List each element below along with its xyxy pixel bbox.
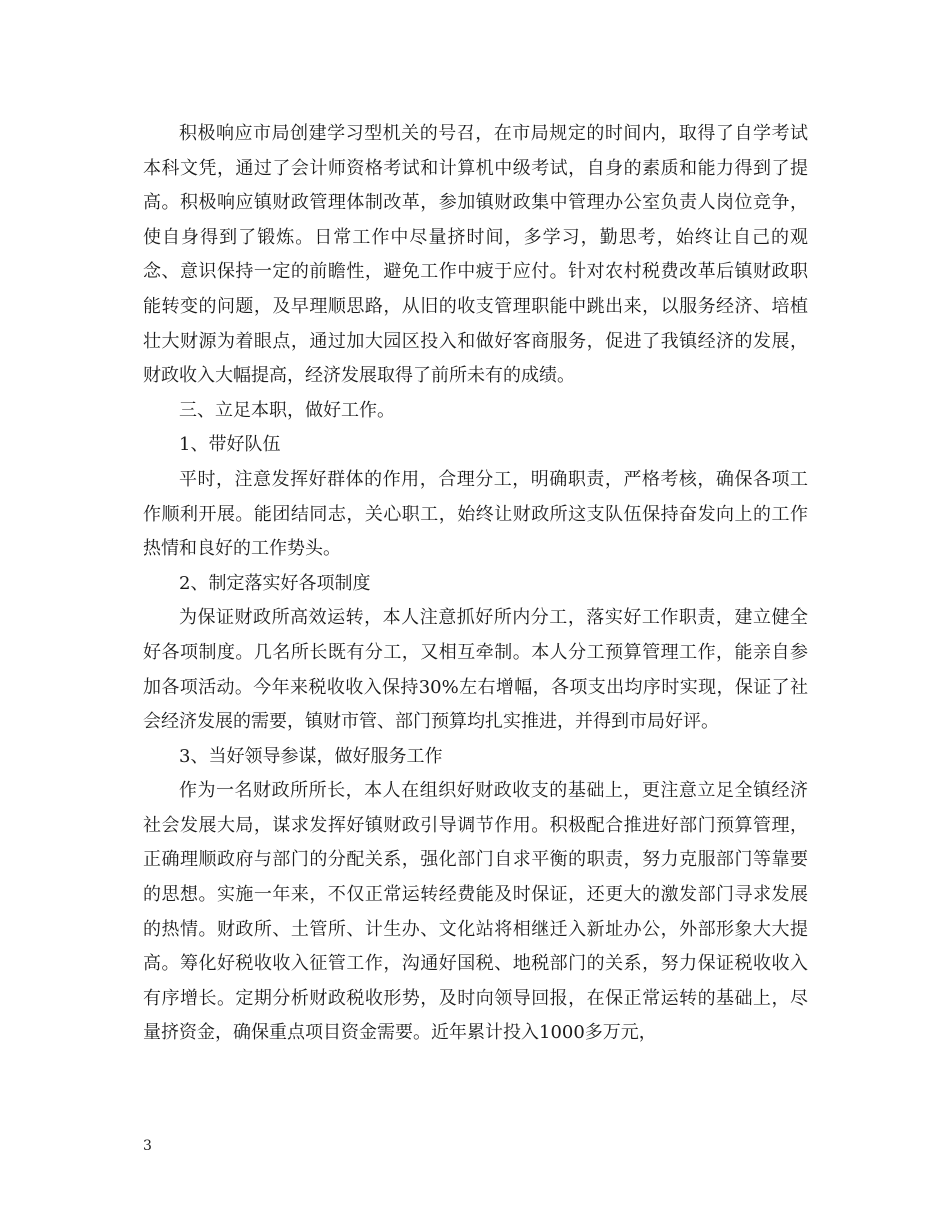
paragraph-rules: 为保证财政所高效运转，本人注意抓好所内分工，落实好工作职责，建立健全好各项制度。几名所长既有分工，又相互牵制。本人分工预算管理工作，能亲自参加各项活动。今年来税收收入保持30%左右增幅，各项支出均序时实现，保证了社会经济发展的需要，镇财市管、部门预算均扎实推进，并得到市局好评。 — [143, 607, 808, 733]
paragraph-advisor: 作为一名财政所所长，本人在组织好财政收支的基础上，更注意立足全镇经济社会发展大局，谋求发挥好镇财政引导调节作用。积极配合推进好部门预算管理，正确理顺政府与部门的分配关系，强化部门自求平衡的职责，努力克服部门等靠要的思想。实施一年来，不仅正常运转经费能及时保证，还更大的激发部门寻求发展的热情。财政所、土管所、计生办、文化站将相继迁入新址办公，外部形象大大提高。筹化好税收收入征管工作，沟通好国税、地税部门的关系，努力保证税收收入有序增长。定期分析财政税收形势，及时向领导回报，在保正常运转的基础上，尽量挤资金，确保重点项目资金需要。近年累计投入1000多万元， — [143, 780, 808, 1044]
subheading-team: 1、带好队伍 — [179, 434, 281, 456]
subheading-advisor: 3、当好领导参谋，做好服务工作 — [179, 745, 443, 767]
subheading-rules: 2、制定落实好各项制度 — [179, 572, 371, 594]
section-heading-three: 三、立足本职，做好工作。 — [179, 399, 395, 421]
paragraph-self-study: 积极响应市局创建学习型机关的号召，在市局规定的时间内，取得了自学考试本科文凭，通过了会计师资格考试和计算机中级考试，自身的素质和能力得到了提高。积极响应镇财政管理体制改革，参加镇财政集中管理办公室负责人岗位竞争，使自身得到了锻炼。日常工作中尽量挤时间，多学习，勤思考，始终让自己的观念、意识保持一定的前瞻性，避免工作中疲于应付。针对农村税费改革后镇财政职能转变的问题，及早理顺思路，从旧的收支管理职能中跳出来，以服务经济、培植壮大财源为着眼点，通过加大园区投入和做好客商服务，促进了我镇经济的发展，财政收入大幅提高，经济发展取得了前所未有的成绩。 — [143, 123, 808, 387]
document-body — [143, 117, 808, 1051]
paragraph-team: 平时，注意发挥好群体的作用，合理分工，明确职责，严格考核，确保各项工作顺利开展。能团结同志，关心职工，始终让财政所这支队伍保持奋发向上的工作热情和良好的工作势头。 — [143, 468, 808, 560]
page-number: 3 — [143, 1138, 152, 1154]
